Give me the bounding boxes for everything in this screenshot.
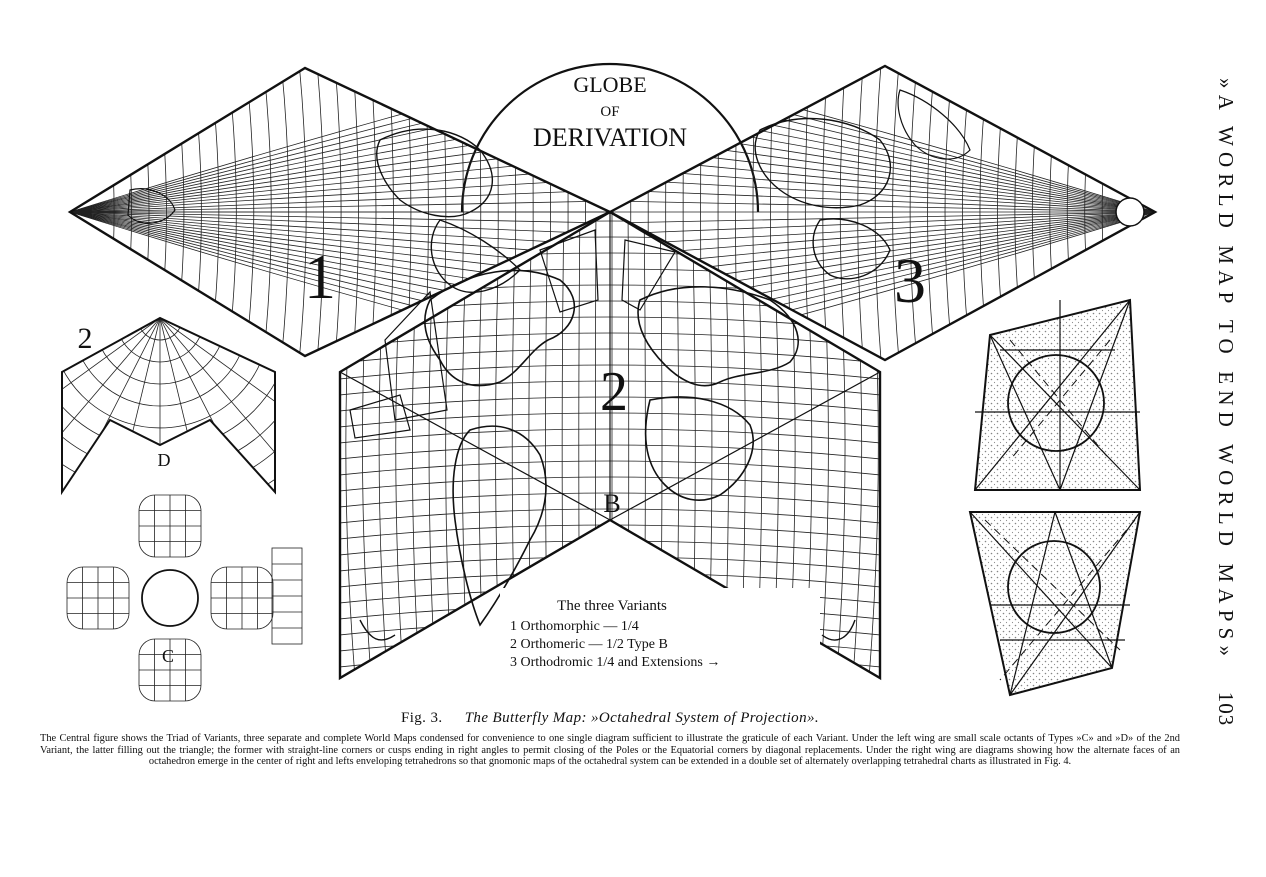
face-number-right: 3 [894, 245, 926, 316]
variants-heading: The three Variants [557, 598, 667, 614]
octant-type-d [0, 318, 358, 518]
variant-item-2: 2 Orthomeric — 1/2 Type B [510, 637, 668, 652]
figure-caption [40, 710, 1180, 768]
face-number-center: 2 [600, 361, 628, 423]
running-head-title: »A WORLD MAP TO END WORLD MAPS» [1214, 78, 1238, 663]
variant-item-3: 3 Orthodromic 1/4 and Extensions → [510, 655, 721, 670]
figure-title-line [40, 710, 1180, 727]
face-letter-center: B [603, 489, 621, 518]
face-letter-octant-bottom: C [161, 646, 175, 666]
face-letter-octant-top: D [157, 450, 171, 470]
figure-caption-text: The Central figure shows the Triad of Variants, three separate and complete World Maps condensed for convenience to one single diagram sufficient to illustrate the graticule of each Variant. Under the left wing are small scale octants of Types »C» and »D» of the 2nd Variant, the latter filling out the triangle; the former with straight-line corners or cusps ending in right angles to permit closing of the Poles or the Equatorial corners by diagonal replacements. Under the right wing are diagrams showing how the alternate faces of an octahedron emerge in the center of right and lefts enveloping tetrahedrons so that gnomonic maps of the octahedral system can be extended in a double set of alternately overlapping tetrahedral charts as illustrated in Fig. 4. [40, 733, 1180, 768]
face-number-octant: 2 [77, 322, 93, 355]
globe-label-line3: DERIVATION [532, 123, 688, 152]
globe-label-line2: OF [600, 104, 620, 120]
octant-type-c [67, 495, 302, 701]
figure-title: The Butterfly Map: »Octahedral System of Projection». [464, 710, 820, 726]
tetrahedron-diagram-bottom [970, 512, 1140, 695]
page-number: 103 [1214, 691, 1238, 727]
figure-number: Fig. 3. [400, 710, 443, 726]
tetrahedron-diagram-top [975, 300, 1140, 490]
face-number-left: 1 [304, 241, 336, 312]
globe-label-line1: GLOBE [573, 72, 647, 97]
running-head [1212, 78, 1238, 838]
variant-item-1: 1 Orthomorphic — 1/4 [510, 619, 639, 634]
